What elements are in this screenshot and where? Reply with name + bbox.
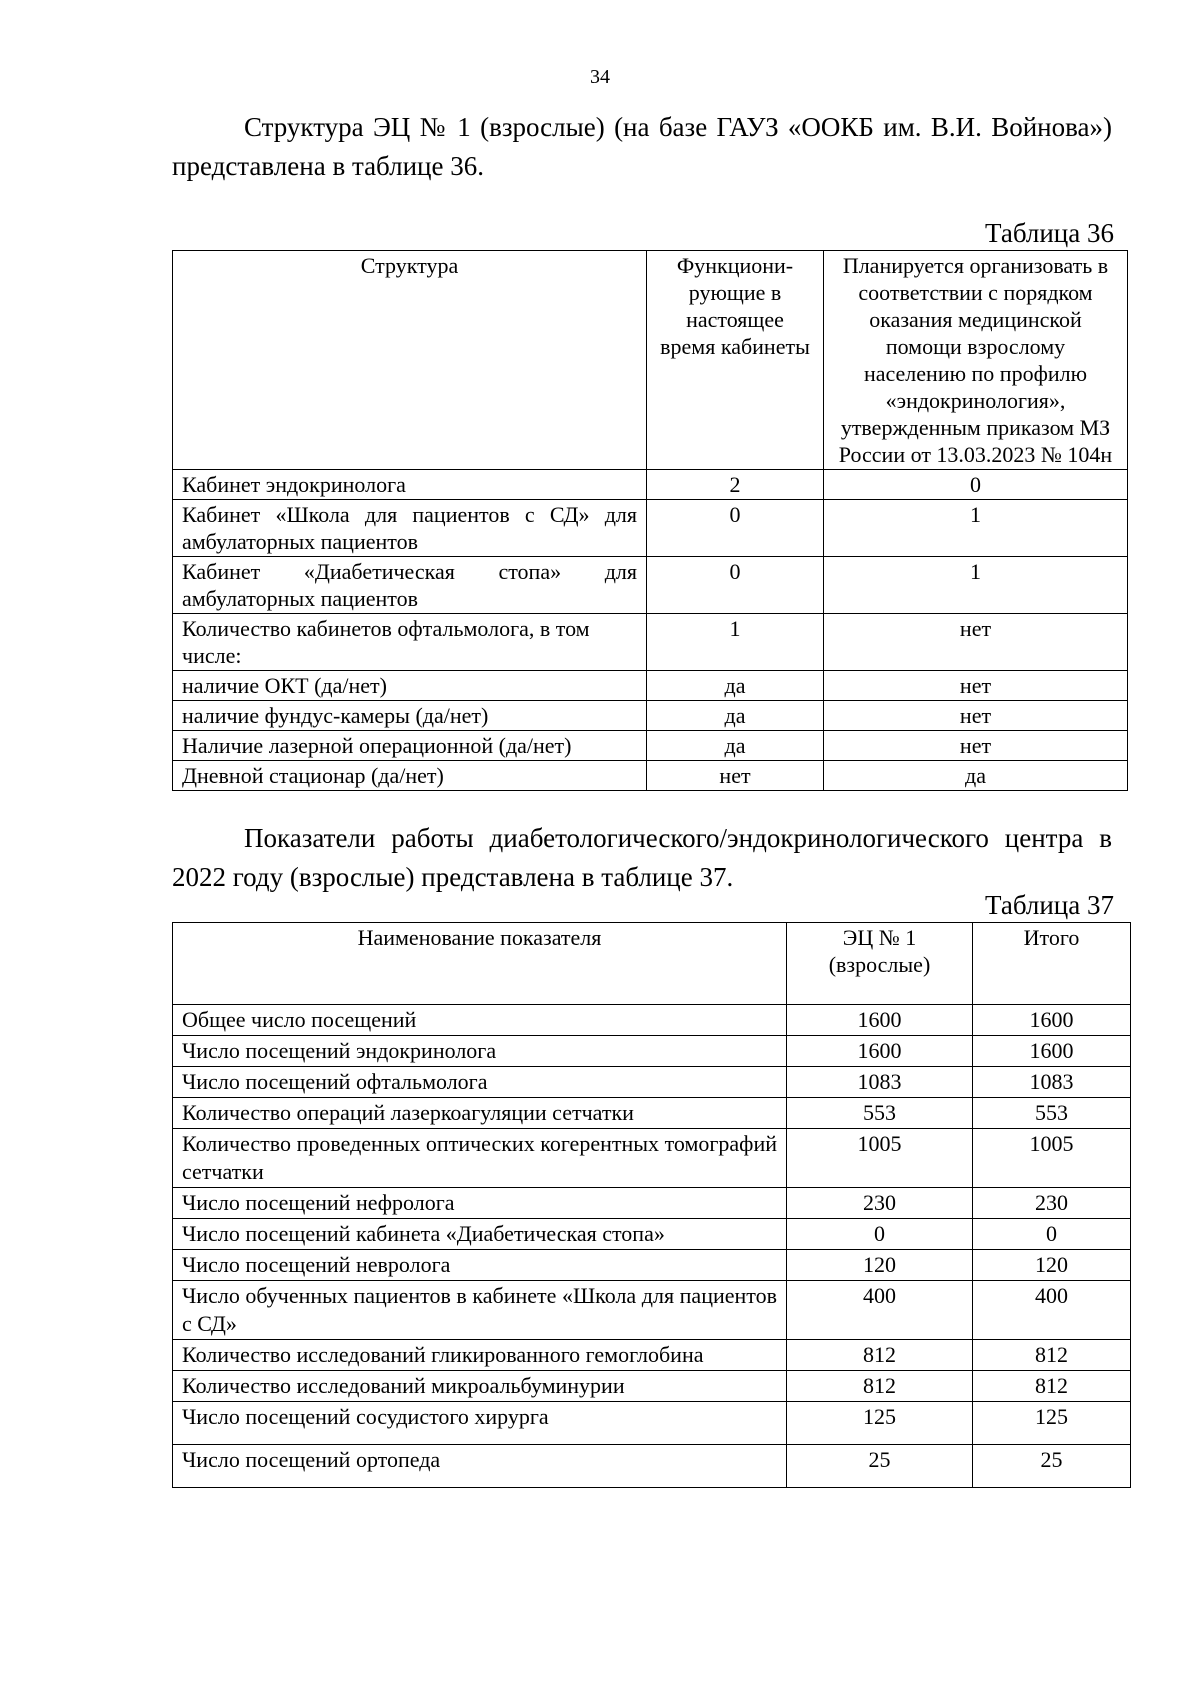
row-ec1: 230 <box>787 1188 973 1219</box>
row-name: Количество операций лазеркоагуляции сетчатки <box>173 1098 787 1129</box>
row-name: Дневной стационар (да/нет) <box>173 761 647 791</box>
table-row <box>173 671 1128 701</box>
row-total: 120 <box>973 1250 1131 1281</box>
row-name: наличие ОКТ (да/нет) <box>173 671 647 701</box>
table37-header-indicator: Наименование показателя <box>173 923 787 1005</box>
table37-header-row <box>173 923 1131 1005</box>
row-total: 553 <box>973 1098 1131 1129</box>
table37-caption: Таблица 37 <box>985 890 1114 920</box>
row-planned: нет <box>824 701 1128 731</box>
row-ec1: 125 <box>787 1402 973 1445</box>
table36-header-current: Функциони-рующие в настоящее время кабинеты <box>647 251 824 470</box>
row-name: Число посещений эндокринолога <box>173 1036 787 1067</box>
row-ec1: 400 <box>787 1281 973 1340</box>
table-row <box>173 1250 1131 1281</box>
row-name: Число посещений сосудистого хирурга <box>173 1402 787 1445</box>
table-row <box>173 1098 1131 1129</box>
row-planned: да <box>824 761 1128 791</box>
row-total: 25 <box>973 1445 1131 1488</box>
table37-header-total: Итого <box>973 923 1131 1005</box>
row-total: 1600 <box>973 1005 1131 1036</box>
table-row <box>173 1402 1131 1445</box>
row-ec1: 553 <box>787 1098 973 1129</box>
row-name: Количество исследований микроальбуминурии <box>173 1371 787 1402</box>
row-total: 812 <box>973 1371 1131 1402</box>
row-name: Число посещений ортопеда <box>173 1445 787 1488</box>
table-row <box>173 557 1128 614</box>
table36-header-structure: Структура <box>173 251 647 470</box>
row-ec1: 25 <box>787 1445 973 1488</box>
table-row <box>173 1036 1131 1067</box>
row-name: Число посещений офтальмолога <box>173 1067 787 1098</box>
table-36 <box>172 250 1128 791</box>
row-ec1: 1600 <box>787 1005 973 1036</box>
table-row <box>173 500 1128 557</box>
row-planned: нет <box>824 614 1128 671</box>
table-row <box>173 470 1128 500</box>
row-name: Кабинет эндокринолога <box>173 470 647 500</box>
row-planned: нет <box>824 731 1128 761</box>
row-ec1: 120 <box>787 1250 973 1281</box>
row-total: 125 <box>973 1402 1131 1445</box>
table36-intro-text: Структура ЭЦ № 1 (взрослые) (на базе ГАУЗ «ООКБ им. В.И. Войнова») представлена в таблице 36. <box>172 112 1112 181</box>
table-row <box>173 1371 1131 1402</box>
table-row <box>173 731 1128 761</box>
table-row <box>173 761 1128 791</box>
table-row <box>173 1445 1131 1488</box>
table-row <box>173 1219 1131 1250</box>
row-current: 0 <box>647 557 824 614</box>
table36-header-row <box>173 251 1128 470</box>
row-name: Число посещений нефролога <box>173 1188 787 1219</box>
table36-caption: Таблица 36 <box>985 218 1114 248</box>
table-row <box>173 1005 1131 1036</box>
table37-header-ec1: ЭЦ № 1 (взрослые) <box>787 923 973 1005</box>
table-row <box>173 1067 1131 1098</box>
row-ec1: 0 <box>787 1219 973 1250</box>
row-total: 0 <box>973 1219 1131 1250</box>
row-planned: нет <box>824 671 1128 701</box>
table-row <box>173 614 1128 671</box>
table-row <box>173 1281 1131 1340</box>
table-37 <box>172 922 1131 1488</box>
row-current: 2 <box>647 470 824 500</box>
row-name: Количество проведенных оптических когерентных томографий сетчатки <box>173 1129 787 1188</box>
row-total: 400 <box>973 1281 1131 1340</box>
row-ec1: 1083 <box>787 1067 973 1098</box>
row-current: 1 <box>647 614 824 671</box>
row-total: 230 <box>973 1188 1131 1219</box>
table36-header-planned: Планируется организовать в соответствии с порядком оказания медицинской помощи взрослому населению по профилю «эндокринология», утвержденным приказом МЗ России от 13.03.2023 № 104н <box>824 251 1128 470</box>
table37-intro-text: Показатели работы диабетологического/эндокринологического центра в 2022 году (взрослые) представлена в таблице 37. <box>172 823 1112 892</box>
row-name: наличие фундус-камеры (да/нет) <box>173 701 647 731</box>
row-name: Наличие лазерной операционной (да/нет) <box>173 731 647 761</box>
row-current: да <box>647 671 824 701</box>
row-name: Число посещений кабинета «Диабетическая стопа» <box>173 1219 787 1250</box>
row-planned: 1 <box>824 557 1128 614</box>
table-row <box>173 1188 1131 1219</box>
page-number: 34 <box>590 66 610 88</box>
table-row <box>173 701 1128 731</box>
row-total: 1600 <box>973 1036 1131 1067</box>
row-total: 1083 <box>973 1067 1131 1098</box>
table37-intro <box>172 819 1112 897</box>
row-current: да <box>647 731 824 761</box>
row-name: Количество кабинетов офтальмолога, в том числе: <box>173 614 647 671</box>
table-row <box>173 1129 1131 1188</box>
row-ec1: 1600 <box>787 1036 973 1067</box>
row-total: 1005 <box>973 1129 1131 1188</box>
row-current: 0 <box>647 500 824 557</box>
row-planned: 1 <box>824 500 1128 557</box>
row-current: нет <box>647 761 824 791</box>
row-total: 812 <box>973 1340 1131 1371</box>
row-planned: 0 <box>824 470 1128 500</box>
row-ec1: 812 <box>787 1340 973 1371</box>
row-name: Число обученных пациентов в кабинете «Школа для пациентов с СД» <box>173 1281 787 1340</box>
row-name: Общее число посещений <box>173 1005 787 1036</box>
row-name: Кабинет «Школа для пациентов с СД» для амбулаторных пациентов <box>173 500 647 557</box>
table-row <box>173 1340 1131 1371</box>
table36-intro <box>172 108 1112 186</box>
row-name: Кабинет «Диабетическая стопа» для амбулаторных пациентов <box>173 557 647 614</box>
row-current: да <box>647 701 824 731</box>
row-ec1: 812 <box>787 1371 973 1402</box>
row-name: Количество исследований гликированного гемоглобина <box>173 1340 787 1371</box>
row-name: Число посещений невролога <box>173 1250 787 1281</box>
row-ec1: 1005 <box>787 1129 973 1188</box>
